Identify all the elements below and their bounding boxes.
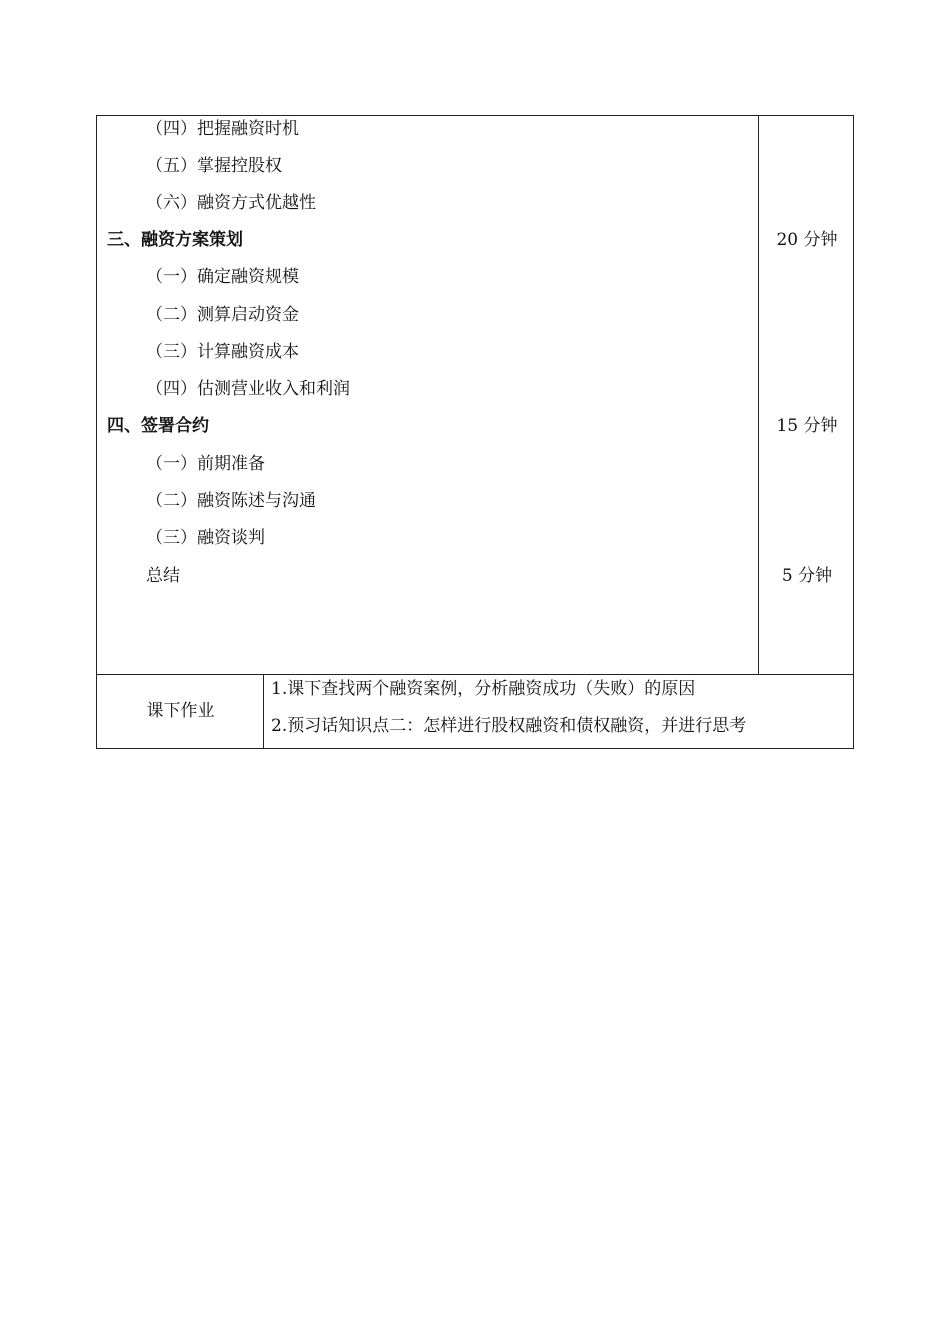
- step-item: （二）融资陈述与沟通: [146, 491, 316, 511]
- step-item: （六）融资方式优越性: [146, 193, 316, 213]
- step-item: （三）计算融资成本: [146, 342, 299, 362]
- homework-label: 课下作业: [146, 701, 215, 721]
- section3-time: 20 分钟: [776, 230, 838, 250]
- step-item: （四）估测营业收入和利润: [146, 379, 350, 399]
- step-item: （四）把握融资时机: [146, 119, 299, 139]
- section-heading: 四、签署合约: [107, 416, 209, 436]
- step-item: （三）融资谈判: [146, 528, 265, 548]
- time-column-cell: [758, 115, 854, 675]
- homework-label-cell: [96, 674, 263, 749]
- homework-task-2: 2.预习话知识点二：怎样进行股权融资和债权融资，并进行思考: [271, 716, 747, 736]
- lesson-plan-table: [96, 115, 854, 749]
- section-heading: 三、融资方案策划: [107, 230, 243, 250]
- homework-body-cell: [263, 674, 854, 749]
- step-item: （一）确定融资规模: [146, 267, 299, 287]
- step-item: （一）前期准备: [146, 454, 265, 474]
- step-item: （五）掌握控股权: [146, 156, 282, 176]
- summary-time: 5 分钟: [781, 566, 833, 586]
- lesson-content-cell: [96, 115, 758, 675]
- step-item: （二）测算启动资金: [146, 305, 299, 325]
- section4-time: 15 分钟: [776, 416, 838, 436]
- summary-label: 总结: [146, 566, 180, 586]
- homework-task-1: 1.课下查找两个融资案例，分析融资成功（失败）的原因: [271, 679, 696, 699]
